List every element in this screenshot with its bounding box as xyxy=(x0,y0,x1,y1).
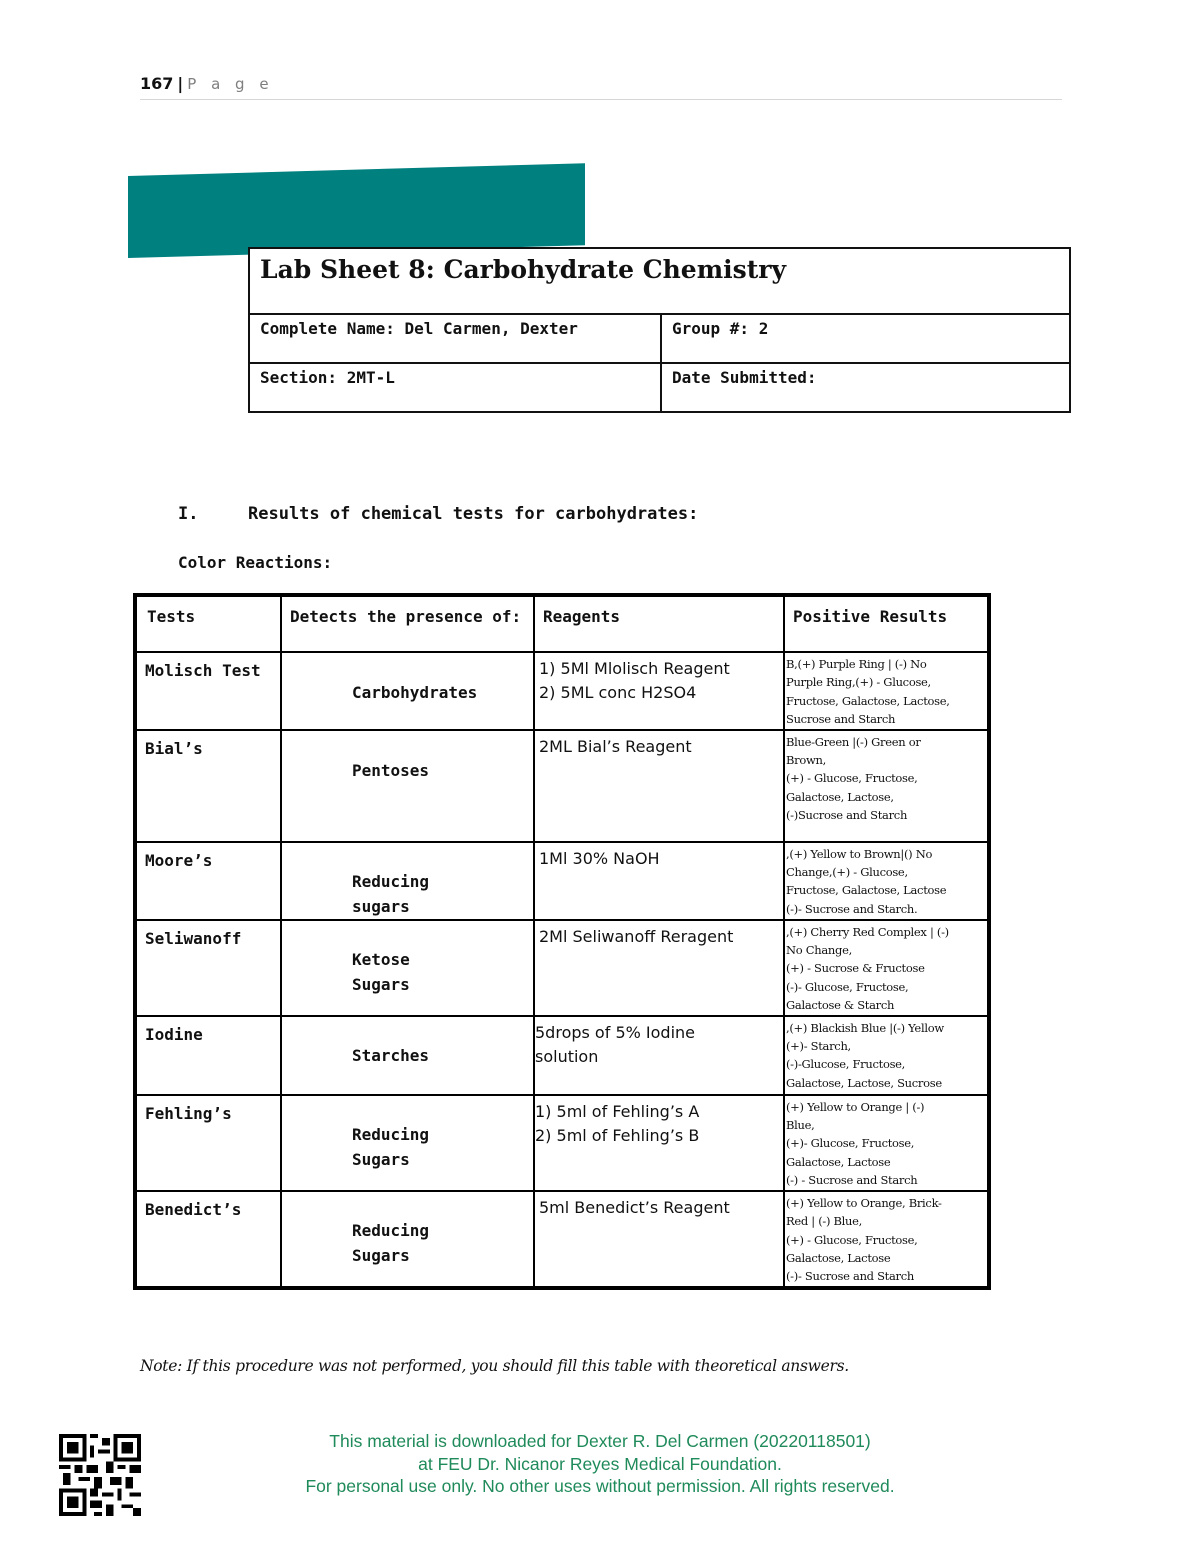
results-cell xyxy=(784,1016,989,1095)
result-line: Fructose, Galactose, Lactose xyxy=(786,883,947,898)
detects-line: Pentoses xyxy=(352,760,430,780)
color-reactions-heading: Color Reactions: xyxy=(178,553,333,572)
reagent-line: 5drops of 5% Iodine xyxy=(535,1022,695,1042)
date-submitted: Date Submitted: xyxy=(661,363,1070,412)
results-cell xyxy=(784,730,989,842)
column-header: Positive Results xyxy=(784,595,989,652)
reagent-line: 1) 5ml of Fehling’s A xyxy=(535,1101,700,1121)
result-line: Blue, xyxy=(786,1118,815,1133)
reagents-cell xyxy=(534,842,784,920)
reagents-cell xyxy=(534,730,784,842)
result-line: ,(+) Blackish Blue |(-) Yellow xyxy=(786,1020,944,1035)
reagents-cell xyxy=(534,1191,784,1288)
title-banner xyxy=(128,163,585,258)
download-footer xyxy=(200,1430,1000,1498)
result-line: Galactose & Starch xyxy=(786,998,895,1013)
result-line: Galactose, Lactose, Sucrose xyxy=(786,1075,942,1090)
result-line: (+) - Glucose, Fructose, xyxy=(786,771,918,786)
table-row xyxy=(135,1095,989,1191)
results-cell xyxy=(784,652,989,730)
result-line: Galactose, Lactose xyxy=(786,1154,891,1169)
reagent-line: 2ML Bial’s Reagent xyxy=(539,736,692,756)
reagent-line: 1Ml 30% NaOH xyxy=(539,848,660,868)
result-line: (-)-Glucose, Fructose, xyxy=(786,1057,906,1072)
result-line: B,(+) Purple Ring | (-) No xyxy=(786,657,927,671)
result-line: ,(+) Cherry Red Complex | (-) xyxy=(786,924,949,939)
result-line: ,(+) Yellow to Brown|() No xyxy=(786,846,933,861)
table-row xyxy=(135,920,989,1016)
test-name: Benedict’s xyxy=(135,1191,281,1288)
results-cell xyxy=(784,1191,989,1288)
result-line: (+) Yellow to Orange, Brick- xyxy=(786,1195,942,1210)
result-line: (-)- Sucrose and Starch. xyxy=(786,901,918,916)
student-name: Complete Name: Del Carmen, Dexter xyxy=(249,314,661,363)
detects-cell xyxy=(281,842,534,920)
result-line: (+)- Glucose, Fructose, xyxy=(786,1136,915,1151)
test-name: Iodine xyxy=(135,1016,281,1095)
detects-line: Sugars xyxy=(352,974,410,994)
results-cell xyxy=(784,842,989,920)
detects-line: Sugars xyxy=(352,1149,410,1169)
section-title: Results of chemical tests for carbohydrates: xyxy=(248,504,699,524)
result-line: (+) Yellow to Orange | (-) xyxy=(786,1099,925,1114)
result-line: Red | (-) Blue, xyxy=(786,1214,863,1229)
reagent-line: 5ml Benedict’s Reagent xyxy=(539,1197,730,1217)
result-line: (+) - Sucrose & Fructose xyxy=(786,961,925,976)
footer-line: at FEU Dr. Nicanor Reyes Medical Foundation. xyxy=(418,1453,782,1474)
result-line: (-)- Glucose, Fructose, xyxy=(786,979,909,994)
reagent-line: 2) 5ml of Fehling’s B xyxy=(535,1125,700,1145)
table-row xyxy=(135,652,989,730)
page-header xyxy=(140,74,1062,100)
result-line: Brown, xyxy=(786,753,826,768)
result-line: (-) - Sucrose and Starch xyxy=(786,1173,918,1188)
result-line: Purple Ring,(+) - Glucose, xyxy=(786,675,931,690)
detects-cell xyxy=(281,652,534,730)
reagents-cell xyxy=(534,1095,784,1191)
result-line: Fructose, Galactose, Lactose, xyxy=(786,693,950,708)
group-number: Group #: 2 xyxy=(661,314,1070,363)
detects-line: Ketose xyxy=(352,949,410,969)
detects-line: Reducing xyxy=(352,871,430,891)
detects-line: Reducing xyxy=(352,1124,430,1144)
column-header: Detects the presence of: xyxy=(281,595,534,652)
results-table xyxy=(133,593,991,1290)
reagents-cell xyxy=(534,1016,784,1095)
section-heading xyxy=(178,504,698,524)
test-name: Fehling’s xyxy=(135,1095,281,1191)
test-name: Moore’s xyxy=(135,842,281,920)
result-line: Blue-Green |(-) Green or xyxy=(786,734,921,749)
test-name: Bial’s xyxy=(135,730,281,842)
detects-line: Carbohydrates xyxy=(352,683,478,702)
section-number: I. xyxy=(178,504,199,524)
result-line: Sucrose and Starch xyxy=(786,712,896,727)
footer-line: For personal use only. No other uses without permission. All rights reserved. xyxy=(305,1476,895,1496)
detects-line: Reducing xyxy=(352,1220,430,1240)
result-line: Galactose, Lactose xyxy=(786,1250,891,1265)
result-line: No Change, xyxy=(786,943,852,958)
detects-line: sugars xyxy=(352,896,410,916)
result-line: (+)- Starch, xyxy=(786,1039,851,1054)
test-name: Seliwanoff xyxy=(135,920,281,1016)
table-row xyxy=(135,1016,989,1095)
section-field: Section: 2MT-L xyxy=(249,363,661,412)
detects-cell xyxy=(281,1016,534,1095)
reagent-line: 1) 5Ml Mlolisch Reagent xyxy=(539,659,730,678)
results-cell xyxy=(784,1095,989,1191)
result-line: Change,(+) - Glucose, xyxy=(786,865,908,880)
table-row xyxy=(135,730,989,842)
detects-line: Starches xyxy=(352,1045,430,1065)
procedure-note: Note: If this procedure was not performed, you should fill this table with theoretical answers. xyxy=(140,1357,849,1375)
column-header: Tests xyxy=(135,595,281,652)
column-header: Reagents xyxy=(534,595,784,652)
result-line: (+) - Glucose, Fructose, xyxy=(786,1232,918,1247)
detects-cell xyxy=(281,920,534,1016)
table-row xyxy=(135,1191,989,1288)
result-line: (-)Sucrose and Starch xyxy=(786,808,908,823)
header-row xyxy=(135,595,989,652)
test-name: Molisch Test xyxy=(135,652,281,730)
page-separator: | xyxy=(177,74,184,93)
lab-sheet-title: Lab Sheet 8: Carbohydrate Chemistry xyxy=(249,248,1070,314)
reagent-line: solution xyxy=(535,1046,599,1066)
reagent-line: 2) 5ML conc H2SO4 xyxy=(539,683,697,702)
result-line: (-)- Sucrose and Starch xyxy=(786,1269,914,1284)
footer-line: This material is downloaded for Dexter R. Del Carmen (20220118501) xyxy=(329,1431,871,1451)
detects-line: Sugars xyxy=(352,1245,410,1265)
detects-cell xyxy=(281,1095,534,1191)
reagents-cell xyxy=(534,920,784,1016)
detects-cell xyxy=(281,730,534,842)
qr-code-icon xyxy=(59,1434,141,1516)
reagent-line: 2Ml Seliwanoff Reragent xyxy=(539,926,734,946)
lab-info-table xyxy=(248,247,1071,413)
detects-cell xyxy=(281,1191,534,1288)
page-word: P a g e xyxy=(187,75,274,93)
table-row xyxy=(135,842,989,920)
results-cell xyxy=(784,920,989,1016)
page-number: 167 xyxy=(140,74,174,93)
reagents-cell xyxy=(534,652,784,730)
result-line: Galactose, Lactose, xyxy=(786,789,894,804)
